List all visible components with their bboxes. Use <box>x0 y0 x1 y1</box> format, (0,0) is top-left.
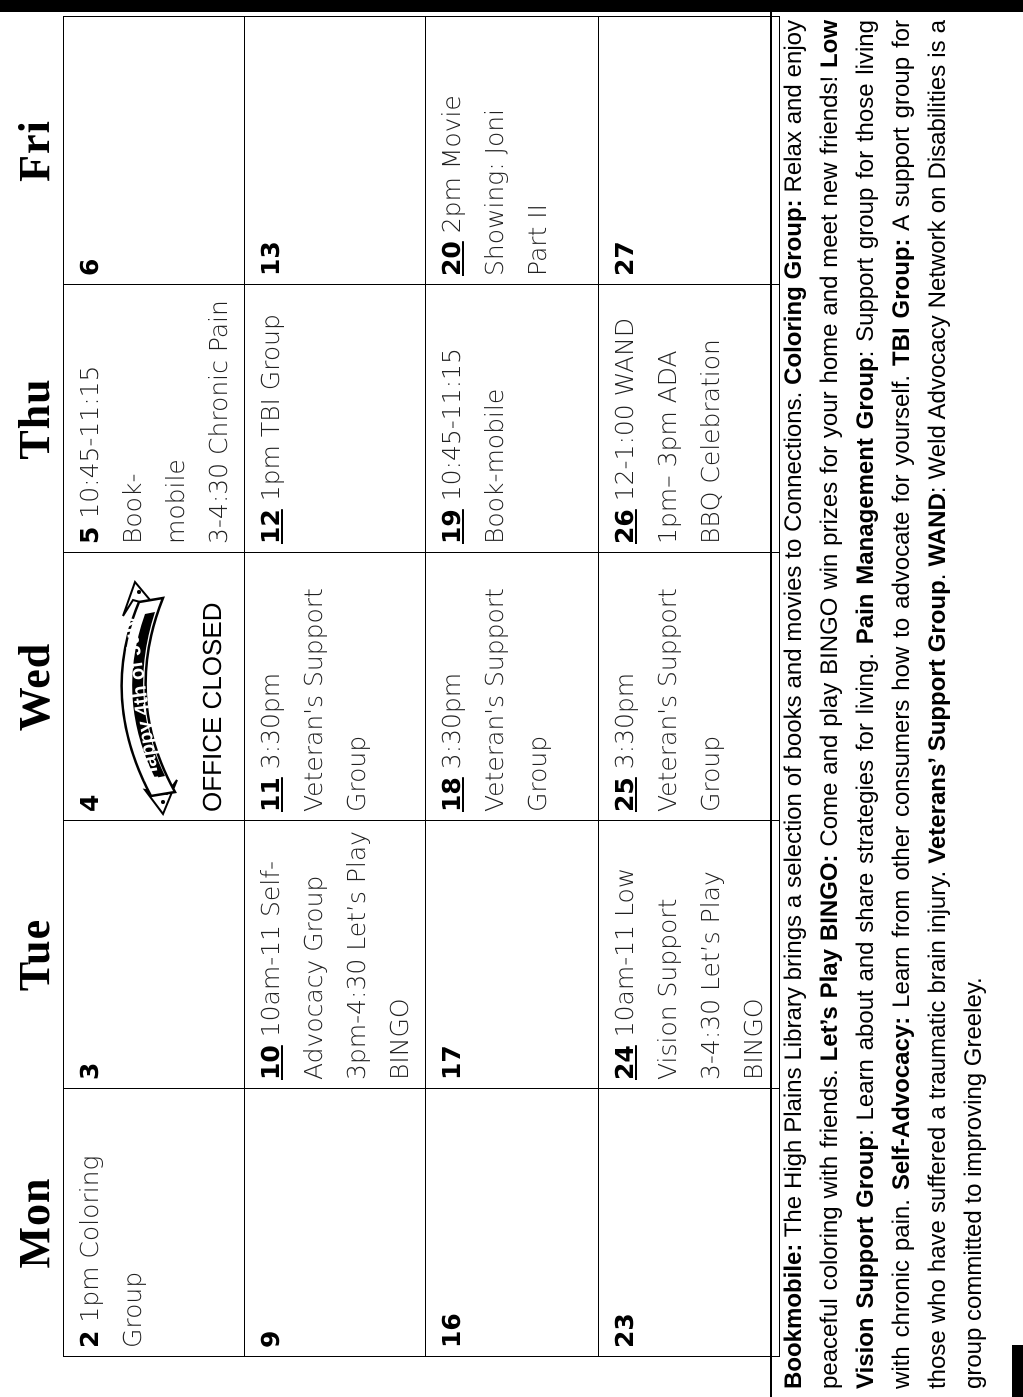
weekday-label: Thu <box>10 378 59 460</box>
day-number: 6 <box>75 258 104 276</box>
weekday-label: Wed <box>10 642 59 732</box>
day-number: 19 <box>437 509 466 544</box>
event-text: 3-4:30 Let’s Play <box>696 871 725 1080</box>
day-cell-27 <box>599 17 780 285</box>
day-number: 16 <box>437 1313 466 1348</box>
event-text: 1pm TBI Group <box>256 314 285 510</box>
event-text: 1pm– 3pm ADA <box>653 350 682 544</box>
program-description: Come and play BINGO win prizes for your home and meet new friends! <box>816 68 843 855</box>
program-term: Coloring Group: <box>780 199 807 385</box>
day-cell-6 <box>64 17 245 285</box>
day-cell-3 <box>64 821 245 1089</box>
event-text: OFFICE CLOSED <box>197 602 227 812</box>
program-term: Pain Management Group <box>852 357 879 645</box>
event-text: BINGO <box>739 998 768 1080</box>
day-number: 18 <box>437 777 466 812</box>
program-description: The High Plains Library brings a selection of books and movies to Connections. <box>780 384 807 1244</box>
day-cell-25 <box>599 553 780 821</box>
day-cell-23 <box>599 1089 780 1357</box>
weekday-header-wed <box>0 553 62 821</box>
day-number: 26 <box>610 509 639 544</box>
day-number: 2 <box>75 1330 104 1348</box>
program-term: TBI Group: <box>888 238 915 367</box>
program-description: . <box>924 566 951 581</box>
weekday-header-fri <box>0 17 62 285</box>
day-number: 20 <box>437 241 466 276</box>
fourth-of-july-banner-icon <box>105 578 195 818</box>
day-cell-17 <box>426 821 599 1089</box>
event-text: Veteran's Support <box>480 588 509 812</box>
calendar-week-row <box>245 17 426 1357</box>
event-text: Group <box>118 1271 147 1348</box>
program-description: : Support group for those living with chronic pain. <box>852 20 915 1389</box>
program-term: Bookmobile: <box>780 1243 807 1389</box>
day-cell-5 <box>64 285 245 553</box>
day-number: 17 <box>437 1045 466 1080</box>
day-number: 23 <box>610 1313 639 1348</box>
event-text: 10am-11 Low <box>610 867 639 1046</box>
weekday-header-tue <box>0 821 62 1089</box>
program-description: Relax and enjoy peaceful coloring with friends. <box>780 20 843 1389</box>
event-text: BBQ Celebration <box>696 339 725 544</box>
event-text: 3-4:30 Chronic Pain <box>204 300 233 544</box>
page-edge-bar <box>0 0 1023 12</box>
weekday-label: Mon <box>10 1177 59 1269</box>
event-text: 2pm Movie <box>437 95 466 242</box>
event-text: 1pm Coloring <box>75 1155 104 1331</box>
day-cell-26 <box>599 285 780 553</box>
program-descriptions <box>770 12 1023 1397</box>
weekday-header-mon <box>0 1089 62 1357</box>
day-number: 3 <box>75 1062 104 1080</box>
day-cell-18 <box>426 553 599 821</box>
calendar-week-row <box>426 17 599 1357</box>
event-text: 10am-11 Self- <box>256 860 285 1046</box>
program-description: A support group for those who have suffered a traumatic brain injury. <box>888 20 951 1389</box>
day-number: 25 <box>610 777 639 812</box>
event-text: Book-mobile <box>480 388 509 544</box>
day-cell-16 <box>426 1089 599 1357</box>
event-text: 3:30pm <box>437 672 466 778</box>
day-number: 5 <box>75 526 104 544</box>
day-cell-12 <box>245 285 426 553</box>
event-text: Part II <box>523 203 552 276</box>
event-text: 3pm-4:30 Let’s Play <box>342 831 371 1080</box>
event-text: Veteran's Support <box>299 588 328 812</box>
day-cell-9 <box>245 1089 426 1357</box>
program-term: Self-Advocacy: <box>888 1016 915 1191</box>
calendar-week-row <box>599 17 780 1357</box>
weekday-label: Fri <box>10 120 59 182</box>
program-description: : Learn about and share strategies for living. <box>852 644 879 1136</box>
day-cell-11 <box>245 553 426 821</box>
event-text: mobile <box>161 459 190 544</box>
weekday-label: Tue <box>10 918 59 992</box>
day-number: 24 <box>610 1045 639 1080</box>
banner-text: Happy 4th of July <box>118 614 164 783</box>
event-text: 10:45-11:15 Book- <box>75 365 147 544</box>
program-term: Let’s Play BINGO: <box>816 854 843 1062</box>
event-text: 3:30pm <box>610 672 639 778</box>
day-cell-2 <box>64 1089 245 1357</box>
day-cell-24 <box>599 821 780 1089</box>
calendar-grid <box>63 16 780 1357</box>
day-number: 13 <box>256 241 285 276</box>
program-term: Veterans’ Support Group <box>924 580 951 864</box>
program-term: Low Vision Support Group <box>816 20 879 1389</box>
event-text: Group <box>523 735 552 812</box>
day-cell-20 <box>426 17 599 285</box>
weekday-header-thu <box>0 285 62 553</box>
day-cell-10 <box>245 821 426 1089</box>
event-text: 10:45-11:15 <box>437 348 466 510</box>
day-number: 4 <box>75 794 104 812</box>
program-description: Learn from other consumers how to advocate for yourself. <box>888 366 915 1017</box>
event-text: 12-1:00 WAND <box>610 317 639 510</box>
event-text: 3:30pm <box>256 672 285 778</box>
event-text: Group <box>696 735 725 812</box>
day-number: 27 <box>610 241 639 276</box>
event-text: Advocacy Group <box>299 875 328 1080</box>
program-term: WAND <box>924 493 951 567</box>
calendar-week-row <box>64 17 245 1357</box>
day-cell-13 <box>245 17 426 285</box>
day-number: 10 <box>256 1045 285 1080</box>
event-text: Showing: Joni <box>480 108 509 276</box>
day-number: 12 <box>256 509 285 544</box>
day-number: 11 <box>256 777 285 812</box>
event-text: Group <box>342 735 371 812</box>
program-description: : Weld Advocacy Network on Disabilities is a group committed to improving Greeley. <box>924 20 987 1389</box>
day-number: 9 <box>256 1330 285 1348</box>
day-cell-19 <box>426 285 599 553</box>
event-text: Vision Support <box>653 898 682 1080</box>
event-text: BINGO <box>385 998 414 1080</box>
event-text: Veteran's Support <box>653 588 682 812</box>
day-cell-4 <box>64 553 245 821</box>
